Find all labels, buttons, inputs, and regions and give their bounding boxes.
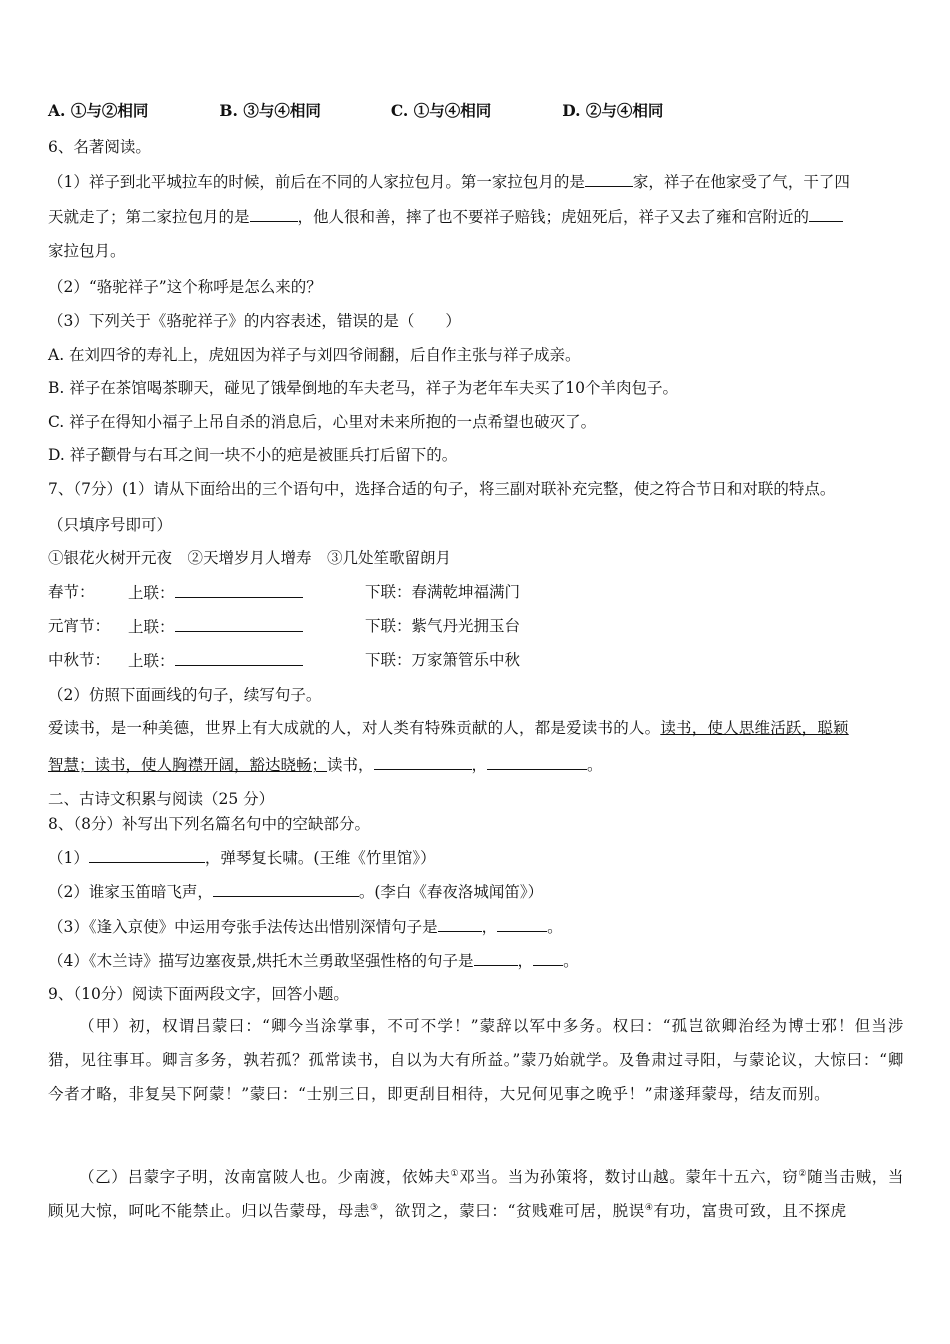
answer-blank[interactable] xyxy=(250,205,298,222)
answer-blank[interactable] xyxy=(585,170,633,187)
upper-label: 上联： xyxy=(128,584,175,602)
text: （2）谁家玉笛暗飞声， xyxy=(48,883,213,901)
answer-blank[interactable] xyxy=(374,753,472,770)
text: ，他人很和善，摔了也不要祥子赔钱；虎妞死后，祥子又去了雍和宫附近的 xyxy=(297,208,810,226)
section-2-title: 二、古诗文积累与阅读（25 分） xyxy=(48,790,275,808)
text: 。 xyxy=(587,756,603,774)
upper-couplet xyxy=(128,615,303,638)
text: 。 xyxy=(547,918,563,936)
text: 邓当。当为孙策将，数讨山越。蒙年十五六，窃 xyxy=(459,1168,799,1186)
passage-yi xyxy=(48,1160,904,1228)
q8-item1 xyxy=(48,846,436,869)
q6-part2: （2）“骆驼祥子”这个称呼是怎么来的？ xyxy=(48,278,322,296)
option-text: ①与②相同 xyxy=(70,101,149,120)
text: （乙）吕蒙字子明，汝南富陂人也。少南渡，依姊夫 xyxy=(79,1168,451,1186)
q9-title: 9、（10分）阅读下面两段文字，回答小题。 xyxy=(48,985,349,1003)
q6-part1-line3: 家拉包月。 xyxy=(48,242,126,260)
footnote-marker: ③ xyxy=(370,1202,379,1213)
answer-blank[interactable] xyxy=(213,880,359,897)
option-d[interactable] xyxy=(562,100,663,122)
underlined-sentence: 读书，使人思维活跃，聪颖 xyxy=(660,719,849,737)
answer-blank[interactable] xyxy=(809,205,843,222)
lower-couplet: 下联：紫气丹光拥玉台 xyxy=(365,617,521,635)
text: （1）祥子到北平城拉车的时候，前后在不同的人家拉包月。第一家拉包月的是 xyxy=(48,173,585,191)
q6-choice-a[interactable]: A. 在刘四爷的寿礼上，虎妞因为祥子与刘四爷闹翻，后自作主张与祥子成亲。 xyxy=(48,346,581,364)
q8-item4 xyxy=(48,949,579,972)
festival-label: 元宵节： xyxy=(48,617,111,635)
passage-jia: （甲）初，权谓吕蒙曰：“卿今当涂掌事，不可不学！”蒙辞以军中多务。权曰：“孤岂欲卿治经为博士邪！但当涉猎，见往事耳。卿言多务，孰若孤？孤常读书，自以为大有所益。”蒙乃始就学。及鲁肃过寻阳，与蒙论议，大惊曰：“卿今者才略，非复吴下阿蒙！”蒙曰：“士别三日，即更刮目相待，大兄何见事之晚乎！”肃遂拜蒙母，结友而别。 xyxy=(48,1017,904,1103)
text: ，欲罚之，蒙曰：“贫贱难可居，脱误 xyxy=(378,1202,645,1220)
answer-blank[interactable] xyxy=(438,915,482,932)
option-text: ③与④相同 xyxy=(243,101,321,120)
text: 爱读书，是一种美德，世界上有大成就的人，对人类有特殊贡献的人，都是爱读书的人。 xyxy=(48,719,661,737)
text: ， xyxy=(517,952,534,970)
upper-couplet xyxy=(128,581,303,604)
text: ， xyxy=(481,918,498,936)
q7-part1: 7、（7分）(1）请从下面给出的三个语句中，选择合适的句子，将三副对联补充完整，使之符合节日和对联的特点。 xyxy=(48,480,836,498)
festival-label: 中秋节： xyxy=(48,651,111,669)
q5-options xyxy=(48,100,663,122)
upper-label: 上联： xyxy=(128,652,175,670)
text: 家，祥子在他家受了气，干了四 xyxy=(632,173,850,191)
q6-part1-line2 xyxy=(48,205,843,228)
answer-blank[interactable] xyxy=(175,581,303,598)
text: 天就走了；第二家拉包月的是 xyxy=(48,208,250,226)
text: 。 xyxy=(563,952,579,970)
q7-part1-note: （只填序号即可） xyxy=(48,516,173,534)
text: （4）《木兰诗》描写边塞夜景,烘托木兰勇敢坚强性格的句子是 xyxy=(48,952,474,970)
upper-label: 上联： xyxy=(128,618,175,636)
option-a[interactable] xyxy=(48,100,214,122)
text: ， xyxy=(471,756,488,774)
text: （3）《逢入京使》中运用夸张手法传达出惜别深情句子是 xyxy=(48,918,438,936)
lower-couplet: 下联：春满乾坤福满门 xyxy=(365,583,521,601)
answer-blank[interactable] xyxy=(175,649,303,666)
q6-choice-b[interactable]: B. 祥子在茶馆喝茶聊天，碰见了饿晕倒地的车夫老马，祥子为老年车夫买了10个羊肉包子。 xyxy=(48,379,678,397)
text: （1） xyxy=(48,849,89,867)
festival-label: 春节： xyxy=(48,583,95,601)
answer-blank[interactable] xyxy=(474,949,518,966)
text: 随当击贼，当顾见大惊，呵叱不能禁止。归以告蒙母，母恚 xyxy=(48,1168,905,1220)
text: ，弹琴复长啸。(王维《竹里馆》） xyxy=(204,849,436,867)
text: 有功，富贵可致，且不探虎 xyxy=(653,1202,847,1220)
answer-blank[interactable] xyxy=(533,949,563,966)
q6-title: 6、名著阅读。 xyxy=(48,138,151,156)
q7-part2: （2）仿照下面画线的句子，续写句子。 xyxy=(48,686,322,704)
footnote-marker: ① xyxy=(450,1168,460,1179)
q8-item3 xyxy=(48,915,563,938)
q7-part2-text-2 xyxy=(48,753,603,776)
option-text: ②与④相同 xyxy=(585,101,664,120)
q7-part2-text xyxy=(48,717,849,739)
q6-choice-d[interactable]: D. 祥子颧骨与右耳之间一块不小的疤是被匪兵打后留下的。 xyxy=(48,446,458,464)
footnote-marker: ② xyxy=(798,1168,808,1179)
underlined-sentence: 智慧；读书，使人胸襟开阔，豁达晓畅； xyxy=(48,756,328,774)
option-c[interactable] xyxy=(391,100,557,122)
option-b[interactable] xyxy=(219,100,385,122)
q6-choice-c[interactable]: C. 祥子在得知小福子上吊自杀的消息后，心里对未来所抱的一点希望也破灭了。 xyxy=(48,413,597,431)
text: 。(李白《春夜洛城闻笛》） xyxy=(358,883,544,901)
q8-item2 xyxy=(48,880,543,903)
option-letter: B. xyxy=(219,101,238,120)
q6-part1-line1 xyxy=(48,170,850,193)
q8-title: 8、（8分）补写出下列名篇名句中的空缺部分。 xyxy=(48,815,370,833)
text: 读书， xyxy=(327,756,374,774)
footnote-marker: ④ xyxy=(644,1202,654,1213)
lower-couplet: 下联：万家箫管乐中秋 xyxy=(365,651,521,669)
option-letter: A. xyxy=(48,101,66,120)
option-letter: D. xyxy=(562,101,581,120)
q6-part3: （3）下列关于《骆驼祥子》的内容表述，错误的是（ ） xyxy=(48,312,461,330)
option-text: ①与④相同 xyxy=(413,101,492,120)
upper-couplet xyxy=(128,649,303,672)
answer-blank[interactable] xyxy=(487,753,587,770)
answer-blank[interactable] xyxy=(175,615,303,632)
q7-phrases: ①银花火树开元夜 ②天增岁月人增寿 ③几处笙歌留朗月 xyxy=(48,549,452,567)
option-letter: C. xyxy=(390,101,409,120)
answer-blank[interactable] xyxy=(89,846,205,863)
answer-blank[interactable] xyxy=(497,915,547,932)
